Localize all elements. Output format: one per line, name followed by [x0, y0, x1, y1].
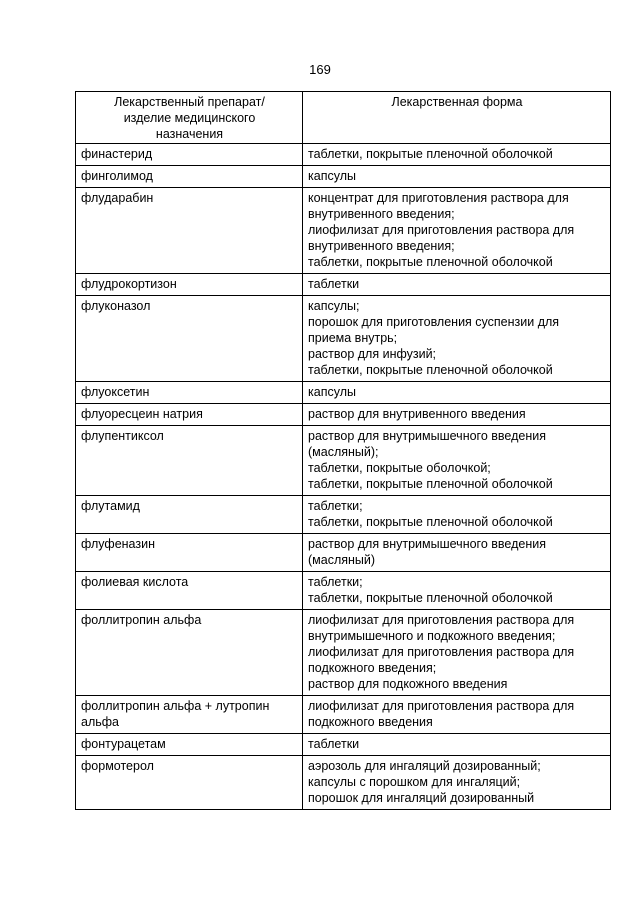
drug-name-cell — [76, 426, 303, 496]
dosage-form-line: таблетки, покрытые пленочной оболочкой — [308, 363, 553, 377]
dosage-form-cell — [303, 696, 611, 734]
dosage-form-line: таблетки, покрытые пленочной оболочкой — [308, 591, 553, 605]
drug-name-cell — [76, 404, 303, 426]
dosage-form-cell — [303, 274, 611, 296]
dosage-form-line: таблетки, покрытые пленочной оболочкой — [308, 515, 553, 529]
header-form — [303, 92, 611, 144]
drug-name-cell — [76, 734, 303, 756]
dosage-form-line: лиофилизат для приготовления раствора для — [308, 699, 575, 713]
dosage-form-line: (масляный) — [308, 553, 376, 567]
drug-name-line: флутамид — [81, 499, 140, 513]
drug-name-cell — [76, 756, 303, 810]
dosage-form-cell — [303, 496, 611, 534]
dosage-form-cell — [303, 166, 611, 188]
table-row — [76, 274, 611, 296]
dosage-form-line: таблетки, покрытые пленочной оболочкой — [308, 477, 553, 491]
table-row — [76, 756, 611, 810]
drug-name-cell — [76, 144, 303, 166]
dosage-form-cell — [303, 734, 611, 756]
header-drug — [76, 92, 303, 144]
dosage-form-line: порошок для ингаляций дозированный — [308, 791, 535, 805]
dosage-form-cell — [303, 756, 611, 810]
dosage-form-line: капсулы — [308, 385, 356, 399]
table-row — [76, 296, 611, 382]
dosage-form-line: аэрозоль для ингаляций дозированный; — [308, 759, 541, 773]
drug-name-cell — [76, 572, 303, 610]
dosage-form-cell — [303, 610, 611, 696]
drug-name-line: фоллитропин альфа + лутропин — [81, 699, 270, 713]
dosage-form-line: раствор для внутримышечного введения — [308, 429, 546, 443]
dosage-form-cell — [303, 404, 611, 426]
dosage-form-cell — [303, 572, 611, 610]
dosage-form-line: раствор для внутривенного введения — [308, 407, 526, 421]
dosage-form-cell — [303, 426, 611, 496]
dosage-form-line: капсулы с порошком для ингаляций; — [308, 775, 521, 789]
drug-name-line: фолиевая кислота — [81, 575, 189, 589]
drug-name-cell — [76, 496, 303, 534]
dosage-form-line: внутримышечного и подкожного введения; — [308, 629, 556, 643]
table-row — [76, 426, 611, 496]
drug-name-cell — [76, 382, 303, 404]
drug-name-line: флуконазол — [81, 299, 151, 313]
dosage-form-line: подкожного введения; — [308, 661, 437, 675]
dosage-form-cell — [303, 534, 611, 572]
drug-name-line: флудрокортизон — [81, 277, 177, 291]
dosage-form-line: раствор для инфузий; — [308, 347, 437, 361]
dosage-form-line: приема внутрь; — [308, 331, 398, 345]
table-row — [76, 144, 611, 166]
table-row — [76, 382, 611, 404]
drug-name-line: финастерид — [81, 147, 153, 161]
dosage-form-line: лиофилизат для приготовления раствора для — [308, 223, 575, 237]
drug-name-line: формотерол — [81, 759, 154, 773]
header-form-line: Лекарственная форма — [391, 95, 523, 109]
dosage-form-line: внутривенного введения; — [308, 239, 455, 253]
table-row — [76, 610, 611, 696]
drug-name-cell — [76, 296, 303, 382]
drug-name-cell — [76, 610, 303, 696]
table-row — [76, 734, 611, 756]
dosage-form-line: лиофилизат для приготовления раствора для — [308, 645, 575, 659]
dosage-form-line: капсулы — [308, 169, 356, 183]
drug-name-line: флуоресцеин натрия — [81, 407, 203, 421]
table-row — [76, 496, 611, 534]
header-drug-line: Лекарственный препарат/ — [114, 95, 265, 109]
dosage-form-line: капсулы; — [308, 299, 360, 313]
dosage-form-line: таблетки, покрытые пленочной оболочкой — [308, 255, 553, 269]
drug-name-cell — [76, 188, 303, 274]
drug-name-line: альфа — [81, 715, 119, 729]
drug-name-line: флуоксетин — [81, 385, 150, 399]
table-row — [76, 166, 611, 188]
table-row — [76, 696, 611, 734]
drug-name-line: флупентиксол — [81, 429, 164, 443]
dosage-form-line: таблетки; — [308, 575, 363, 589]
drug-name-line: финголимод — [81, 169, 153, 183]
dosage-form-cell — [303, 144, 611, 166]
dosage-form-line: таблетки, покрытые оболочкой; — [308, 461, 491, 475]
header-drug-line: изделие медицинского — [123, 111, 256, 125]
dosage-form-line: таблетки — [308, 277, 360, 291]
drug-name-line: фоллитропин альфа — [81, 613, 202, 627]
table-header-row — [76, 92, 611, 144]
dosage-form-line: таблетки, покрытые пленочной оболочкой — [308, 147, 553, 161]
dosage-form-line: лиофилизат для приготовления раствора для — [308, 613, 575, 627]
drug-name-line: фонтурацетам — [81, 737, 166, 751]
dosage-form-line: (масляный); — [308, 445, 379, 459]
dosage-form-line: раствор для подкожного введения — [308, 677, 508, 691]
table-row — [76, 534, 611, 572]
page-number: 169 — [309, 62, 331, 77]
dosage-form-line: внутривенного введения; — [308, 207, 455, 221]
dosage-form-line: порошок для приготовления суспензии для — [308, 315, 560, 329]
drug-name-cell — [76, 274, 303, 296]
drug-name-cell — [76, 534, 303, 572]
dosage-form-line: таблетки; — [308, 499, 363, 513]
dosage-form-line: концентрат для приготовления раствора для — [308, 191, 569, 205]
dosage-form-cell — [303, 188, 611, 274]
table-row — [76, 404, 611, 426]
drug-name-cell — [76, 696, 303, 734]
dosage-form-cell — [303, 296, 611, 382]
drug-name-cell — [76, 166, 303, 188]
table-row — [76, 188, 611, 274]
drug-name-line: флударабин — [81, 191, 154, 205]
dosage-form-line: раствор для внутримышечного введения — [308, 537, 546, 551]
table-row — [76, 572, 611, 610]
drug-table — [75, 91, 611, 810]
dosage-form-line: таблетки — [308, 737, 360, 751]
header-drug-line: назначения — [155, 127, 224, 141]
drug-name-line: флуфеназин — [81, 537, 155, 551]
dosage-form-line: подкожного введения — [308, 715, 433, 729]
dosage-form-cell — [303, 382, 611, 404]
